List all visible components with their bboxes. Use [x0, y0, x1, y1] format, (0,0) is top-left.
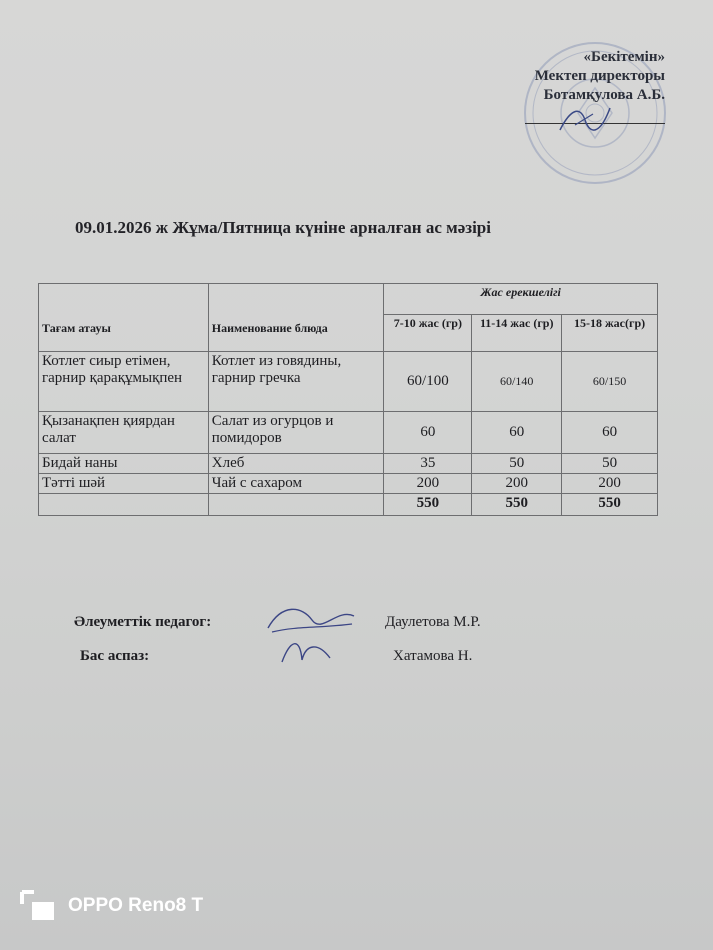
table-row: [39, 474, 658, 494]
cell-age-2: 60/140: [472, 352, 562, 412]
chef-name: Хатамова Н.: [393, 648, 473, 664]
header-age-group: Жас ерекшелігі: [384, 284, 658, 315]
header-kaz: Тағам атауы: [39, 284, 209, 352]
cell-age-1: 60: [384, 412, 472, 454]
camera-watermark: [20, 888, 203, 924]
chef-signature: [272, 632, 342, 672]
approval-line-1: «Бекітемін»: [583, 49, 665, 65]
cell-kaz: Бидай наны: [39, 454, 209, 474]
table-row: [39, 352, 658, 412]
cell-age-1: 35: [384, 454, 472, 474]
watermark-text: OPPO Reno8 T: [68, 895, 204, 916]
table-header-row: [39, 284, 658, 315]
cell-empty: [208, 494, 384, 516]
cell-age-2: 50: [472, 454, 562, 474]
cell-rus: Чай с сахаром: [208, 474, 384, 494]
cell-rus: Котлет из говядины, гарнир гречка: [208, 352, 384, 412]
menu-table: [38, 283, 658, 516]
cell-empty: [39, 494, 209, 516]
header-rus: Наименование блюда: [208, 284, 384, 352]
table-row: [39, 454, 658, 474]
total-age-2: 550: [472, 494, 562, 516]
table-total-row: [39, 494, 658, 516]
director-signature: [555, 100, 615, 140]
page-title: 09.01.2026 ж Жұма/Пятница күніне арналған ас мәзірі: [75, 218, 491, 237]
cell-rus: Салат из огурцов и помидоров: [208, 412, 384, 454]
camera-frame-icon: [20, 890, 56, 922]
total-age-3: 550: [562, 494, 658, 516]
cell-age-3: 50: [562, 454, 658, 474]
cell-age-3: 200: [562, 474, 658, 494]
cell-kaz: Қызанақпен қиярдан салат: [39, 412, 209, 454]
total-age-1: 550: [384, 494, 472, 516]
table-row: [39, 412, 658, 454]
header-age-1: 7-10 жас (гр): [384, 315, 472, 352]
cell-age-2: 200: [472, 474, 562, 494]
cell-kaz: Тәтті шәй: [39, 474, 209, 494]
header-age-3: 15-18 жас(гр): [562, 315, 658, 352]
pedagog-name: Даулетова М.Р.: [385, 614, 481, 630]
approval-line-3: Ботамқулова А.Б.: [543, 87, 665, 103]
cell-rus: Хлеб: [208, 454, 384, 474]
header-age-2: 11-14 жас (гр): [472, 315, 562, 352]
chef-label: Бас аспаз:: [80, 648, 150, 664]
cell-age-2: 60: [472, 412, 562, 454]
approval-line-2: Мектеп директоры: [534, 68, 665, 84]
cell-age-1: 60/100: [384, 352, 472, 412]
cell-kaz: Котлет сиыр етімен, гарнир қарақұмықпен: [39, 352, 209, 412]
cell-age-1: 200: [384, 474, 472, 494]
pedagog-label: Әлеуметтік педагог:: [74, 614, 212, 630]
cell-age-3: 60: [562, 412, 658, 454]
cell-age-3: 60/150: [562, 352, 658, 412]
